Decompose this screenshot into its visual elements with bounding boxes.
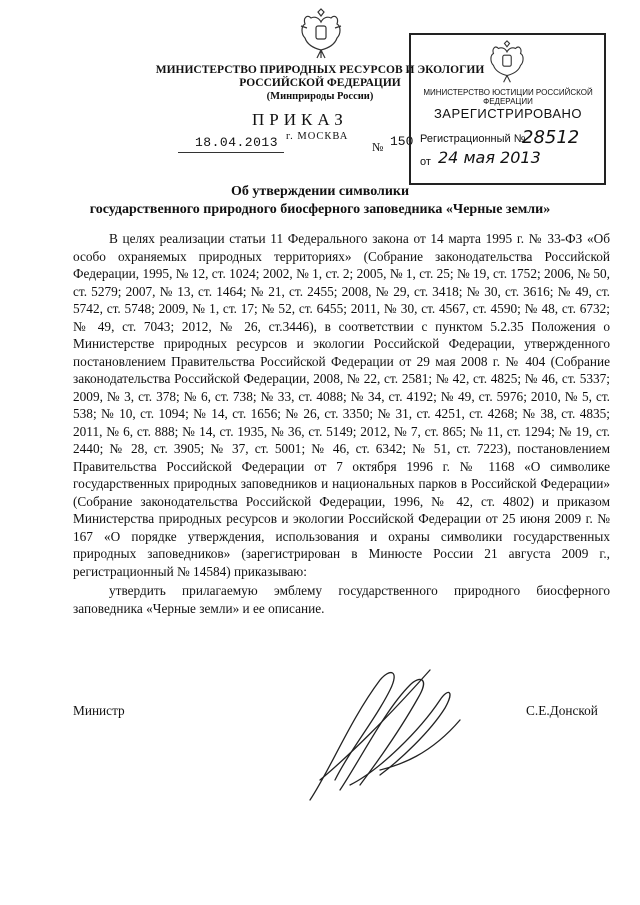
ministry-name-line1: МИНИСТЕРСТВО ПРИРОДНЫХ РЕСУРСОВ И ЭКОЛОГИИ [155, 64, 485, 76]
signer-position: Министр [73, 703, 125, 718]
signer-name: С.Е.Донской [526, 703, 598, 718]
ministry-short-name: (Минприроды России) [266, 91, 374, 102]
city: г. МОСКВА [286, 131, 349, 142]
title-line2: государственного природного биосферного заповедника «Черные земли» [89, 202, 551, 217]
body-paragraph-1: В целях реализации статьи 11 Федерального закона от 14 марта 1995 г. № 33-ФЗ «Об особо охраняемых природных территориях» (Собрание законодательства Российской Федерации, 1995, № 12, ст. 1024; 2002, № 1, ст. 2; 2005, № 1, ст. 25; № 19, ст. 1752; 2006, № 50, ст. 5279; 2007, № 13, ст. 1464; № 21, ст. 2455; 2008, № 29, ст. 3418; № 30, ст. 3616; № 49, ст. 5742, ст. 5748; 2009, № 1, ст. 17; № 52, ст. 6455; 2011, № 30, ст. 4567, ст. 4590; № 48, ст. 6732; № 49, ст. 7043; 2012, № 26, ст.3446), в соответствии с пунктом 5.2.35 Положения о Министерстве природных ресурсов и экологии Российской Федерации, утвержденного постановлением Правительства Российской Федерации от 29 мая 2008 г. № 404 (Собрание законодательства Российской Федерации, 2008, № 22, ст. 2581; № 42, ст. 4825; № 46, ст. 5337; 2009, № 3, ст. 378; № 6, ст. 738; № 33, ст. 4088; № 34, ст. 4192; № 49, ст. 5976; 2010, № 5, ст. 538; № 10, ст. 1094; № 14, ст. 1656; № 26, ст. 3350; № 31, ст. 4251, ст. 4268; № 38, ст. 4835; 2011, № 6, ст. 888; № 14, ст. 1935, № 36, ст. 5149; 2012, № 7, ст. 865; № 11, ст. 1294; № 19, ст. 2440; № 28, ст. 3905; № 37, ст. 5001; № 46, ст. 6342; № 51, ст. 7223), постановлением Правительства Российской Федерации от 7 октября 1996 г. № 1168 «О символике государственных природных заповедников и национальных парков в Российской Федерации» (Собрание законодательства Российской Федерации, 1996, № 42, ст. 4802) и приказом Министерства природных ресурсов и экологии Российской Федерации от 25 июня 2009 г. № 167 «О порядке утверждения, использования и охраны символики государственных природных заповедников» (зарегистрирован в Минюсте России 21 августа 2009 г., регистрационный № 14584) приказываю: [73, 231, 610, 579]
document-body [73, 230, 610, 617]
ministry-name-line2: РОССИЙСКОЙ ФЕДЕРАЦИИ [239, 77, 401, 89]
order-number: 150 [390, 134, 414, 149]
stamp-ministry-name: МИНИСТЕРСТВО ЮСТИЦИИ РОССИЙСКОЙ ФЕДЕРАЦИИ [423, 88, 593, 106]
double-headed-eagle-icon [299, 8, 343, 60]
stamp-date: 24 мая 2013 [438, 148, 541, 167]
stamp-date-label: от [420, 156, 431, 168]
stamp-reg-number-label: Регистрационный № [420, 133, 526, 145]
document-type: ПРИКАЗ [252, 110, 348, 129]
stamp-status: ЗАРЕГИСТРИРОВАНО [433, 106, 583, 121]
document-title [60, 183, 580, 219]
title-line1: Об утверждении символики [230, 184, 410, 199]
order-date: 18.04.2013 [195, 135, 279, 150]
body-paragraph-2: утвердить прилагаемую эмблему государственного природного биосферного заповедника «Черные земли» и ее описание. [73, 583, 610, 616]
stamp-reg-number: 28512 [522, 127, 580, 148]
double-headed-eagle-icon [488, 40, 526, 84]
handwritten-signature [290, 660, 480, 810]
date-underline [178, 152, 284, 153]
order-number-label: № [372, 140, 384, 154]
